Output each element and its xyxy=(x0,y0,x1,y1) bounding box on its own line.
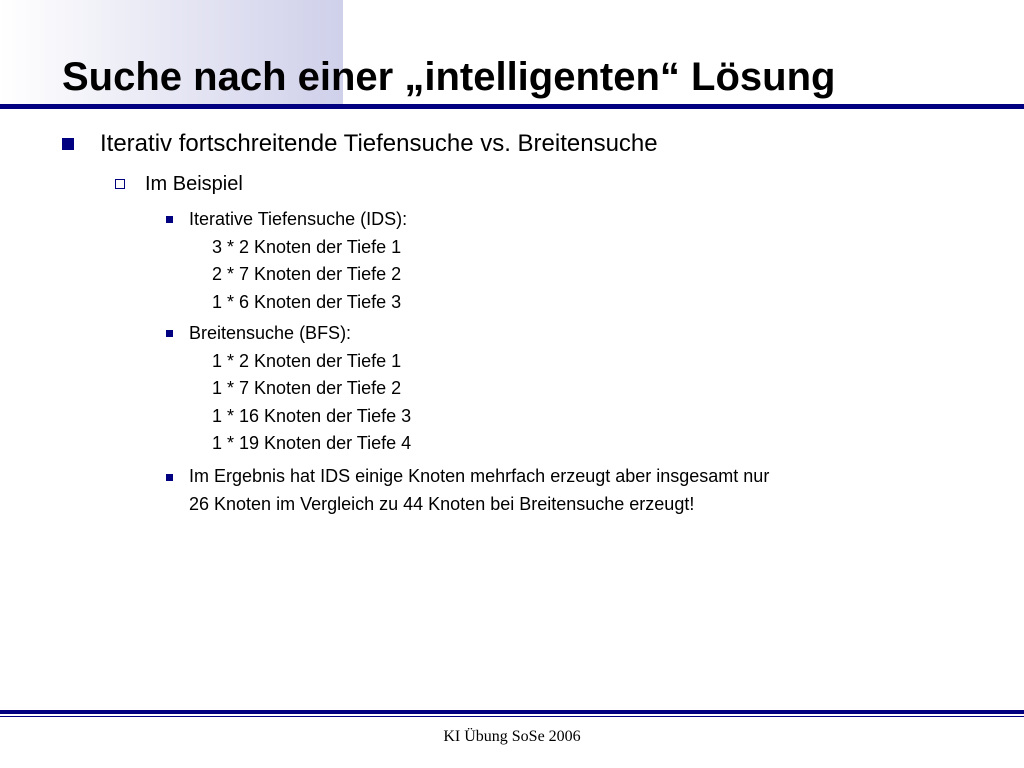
bfs-line: 1 * 7 Knoten der Tiefe 2 xyxy=(212,378,402,398)
hollow-square-bullet-icon xyxy=(115,179,125,189)
bfs-line: 1 * 16 Knoten der Tiefe 3 xyxy=(212,405,412,426)
bfs-line: 1 * 19 Knoten der Tiefe 4 xyxy=(212,433,412,453)
bullet-item-result xyxy=(189,463,769,518)
bullet-item-ids xyxy=(189,206,407,316)
small-square-bullet-icon xyxy=(166,330,173,337)
result-line: Im Ergebnis hat IDS einige Knoten mehrfach erzeugt aber insgesamt nur xyxy=(189,466,770,486)
ids-line: 3 * 2 Knoten der Tiefe 1 xyxy=(212,236,402,257)
footer-text: KI Übung SoSe 2006 xyxy=(443,728,581,745)
square-bullet-icon xyxy=(62,138,74,150)
footer-divider xyxy=(0,710,1024,714)
small-square-bullet-icon xyxy=(166,216,173,223)
ids-line: 1 * 6 Knoten der Tiefe 3 xyxy=(212,291,402,312)
footer-divider-thin xyxy=(0,716,1024,717)
result-line: 26 Knoten im Vergleich zu 44 Knoten bei Breitensuche erzeugt! xyxy=(189,493,695,514)
small-square-bullet-icon xyxy=(166,474,173,481)
bullet-level1-text: Iterativ fortschreitende Tiefensuche vs. Breitensuche xyxy=(100,130,658,157)
bullet-item-bfs xyxy=(189,320,411,458)
ids-heading: Iterative Tiefensuche (IDS): xyxy=(189,209,408,229)
bfs-line: 1 * 2 Knoten der Tiefe 1 xyxy=(212,350,402,371)
bfs-heading: Breitensuche (BFS): xyxy=(189,323,352,343)
bullet-level2-text: Im Beispiel xyxy=(145,173,243,195)
slide-title: Suche nach einer „intelligenten“ Lösung xyxy=(62,55,836,99)
ids-line: 2 * 7 Knoten der Tiefe 2 xyxy=(212,264,402,284)
